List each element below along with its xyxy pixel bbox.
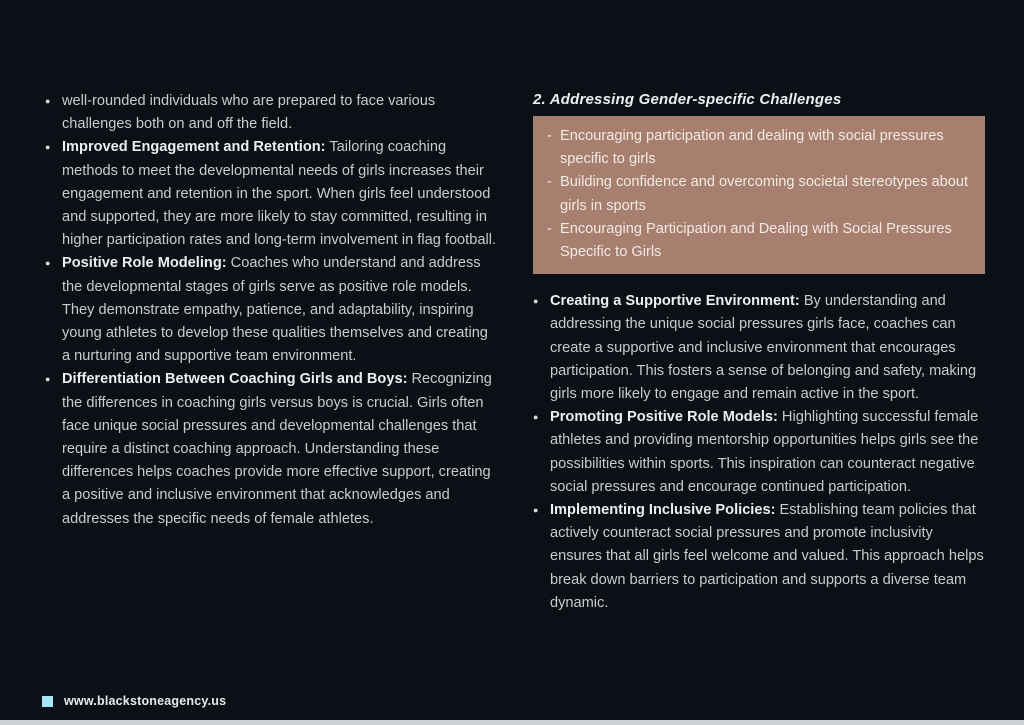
item-text: Tailoring coaching methods to meet the developmental needs of girls increases their engagement and retention in the sport. When girls feel understood and supported, they are more likely to stay committed, resulting in higher participation rates and long-term involvement in flag football. [62,139,497,249]
item-text: Establishing team policies that actively counteract social pressures and promote inclusivity ensures that all girls feel welcome and valued. This approach helps break down barriers to participation and supports a diverse team dynamic. [550,502,984,611]
item-text: well-rounded individuals who are prepared to face various challenges both on and off the field. [62,93,436,133]
right-bullet-list [533,290,985,615]
list-item [45,252,500,368]
item-lead: Improved Engagement and Retention: [62,139,326,156]
highlight-box [533,116,985,274]
footer [42,694,226,708]
item-text: Highlighting successful female athletes and providing mentorship opportunities helps girls see the possibilities within sports. This inspiration can counteract negative social pressures and encourage continued participation. [550,409,979,495]
item-lead: Differentiation Between Coaching Girls and Boys: [62,371,408,388]
item-text: By understanding and addressing the unique social pressures girls face, coaches can create a supportive and inclusive environment that encourages participation. This fosters a sense of belonging and safety, making girls more likely to engage and remain active in the sport. [550,293,977,403]
left-column [45,90,500,615]
list-item: - Encouraging participation and dealing with social pressures specific to girls [547,125,971,171]
list-item: - Building confidence and overcoming societal stereotypes about girls in sports [547,171,971,217]
list-item [45,90,500,136]
item-lead: Creating a Supportive Environment: [550,293,800,310]
item-lead: Implementing Inclusive Policies: [550,502,776,519]
list-item [533,406,985,499]
item-text: Coaches who understand and address the developmental stages of girls serve as positive role models. They demonstrate empathy, patience, and adaptability, inspiring young athletes to develop these qualities themselves and creating a nurturing and supportive team environment. [62,255,488,365]
list-item [533,290,985,406]
bottom-strip [0,720,1024,725]
list-item: - Encouraging Participation and Dealing with Social Pressures Specific to Girls [547,218,971,264]
section-heading: 2. Addressing Gender-specific Challenges [533,91,842,108]
list-item [533,499,985,615]
footer-url: www.blackstoneagency.us [64,694,227,708]
slide-body [45,90,985,615]
left-bullet-list [45,90,500,531]
brand-square-icon [42,696,53,707]
item-lead: Promoting Positive Role Models: [550,409,778,426]
item-lead: Positive Role Modeling: [62,255,227,272]
item-text: Recognizing the differences in coaching girls versus boys is crucial. Girls often face unique social pressures and developmental challenges that require a distinct coaching approach. Understanding these differences helps coaches provide more effective support, creating a positive and inclusive environment that acknowledges and addresses the specific needs of female athletes. [62,371,492,527]
list-item [45,136,500,252]
right-column [533,90,985,615]
list-item [45,368,500,530]
highlight-dash-list [547,125,971,264]
